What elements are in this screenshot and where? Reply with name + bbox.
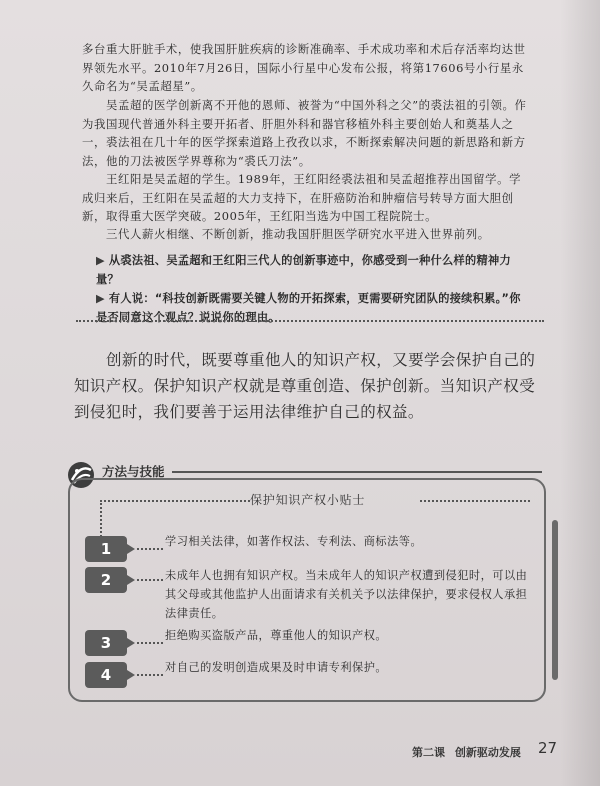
page-footer (412, 744, 521, 760)
tip-leader-dots (137, 548, 163, 550)
tips-connector-dots (100, 500, 102, 540)
section-divider (76, 320, 544, 322)
method-title-rule (172, 471, 542, 473)
tip-item-3 (85, 630, 545, 656)
question-1-text: 从裘法祖、吴孟超和王红阳三代人的创新事迹中，你感受到一种什么样的精神力量？ (96, 254, 511, 286)
question-1 (96, 251, 530, 289)
tips-title-dots-right (420, 500, 530, 502)
tip-text: 未成年人也拥有知识产权。当未成年人的知识产权遭到侵犯时，可以由其父母或其他监护人出面请求有关机关予以法律保护，要求侵权人承担法律责任。 (165, 569, 528, 620)
main-paragraph: 创新的时代，既要尊重他人的知识产权，又要学会保护自己的知识产权。保护知识产权就是尊重创造、保护创新。当知识产权受到侵犯时，我们要善于运用法律维护自己的权益。 (74, 351, 536, 421)
tip-leader-dots (137, 579, 163, 581)
tips-box-title: 保护知识产权小贴士 (250, 493, 366, 507)
paragraph-1: 多台重大肝脏手术，使我国肝脏疾病的诊断准确率、手术成功率和术后存活率均达世界领先水平。2010年7月26日，国际小行星中心发布公报，将第17606号小行星永久命名为“吴孟超星”。 (82, 42, 526, 93)
tips-side-rail (552, 520, 558, 680)
tip-number-badge: 4 (85, 662, 127, 688)
tip-leader-dots (137, 674, 163, 676)
triangle-bullet-icon: ▶ (96, 292, 105, 305)
tip-number-badge: 1 (85, 536, 127, 562)
footer-lesson-title: 创新驱动发展 (454, 746, 521, 759)
tip-item-2 (85, 567, 545, 627)
tip-item-4 (85, 662, 545, 688)
page-number: 27 (538, 739, 558, 757)
paragraph-3: 王红阳是吴孟超的学生。1989年，王红阳经裘法祖和吴孟超推荐出国留学。学成归来后，王红阳在吴孟超的大力支持下，在肝癌防治和肿瘤信号转导方面大胆创新，取得重大医学突破。2005年，王红阳当选为中国工程院院士。 (82, 172, 522, 223)
footer-lesson: 第二课 (412, 746, 445, 759)
question-2-text: 有人说：“科技创新既需要关键人物的开拓探索，更需要研究团队的接续积累。”你是否同意这个观点？说说你的理由。 (96, 292, 521, 324)
tip-text: 拒绝购买盗版产品，尊重他人的知识产权。 (165, 629, 388, 642)
tip-leader-dots (137, 642, 163, 644)
method-section-title: 方法与技能 (102, 464, 165, 479)
triangle-bullet-icon: ▶ (96, 254, 105, 267)
paragraph-4: 三代人薪火相继、不断创新，推动我国肝胆医学研究水平进入世界前列。 (106, 227, 490, 241)
page-gutter-shadow (560, 0, 600, 786)
tip-text: 对自己的发明创造成果及时申请专利保护。 (165, 661, 388, 674)
tip-item-1 (85, 536, 545, 562)
paragraph-2: 吴孟超的医学创新离不开他的恩师、被誉为“中国外科之父”的裘法祖的引领。作为我国现代普通外科主要开拓者、肝胆外科和器官移植外科主要创始人和奠基人之一，裘法祖在几十年的医学探索道路上孜孜以求，不断探索解决问题的新思路和新方法，他的刀法被医学界尊称为“裘氏刀法”。 (82, 98, 527, 168)
tips-title-dots-left (100, 500, 250, 502)
tip-number-badge: 3 (85, 630, 127, 656)
tip-text: 学习相关法律，如著作权法、专利法、商标法等。 (165, 535, 423, 548)
tip-number-badge: 2 (85, 567, 127, 593)
